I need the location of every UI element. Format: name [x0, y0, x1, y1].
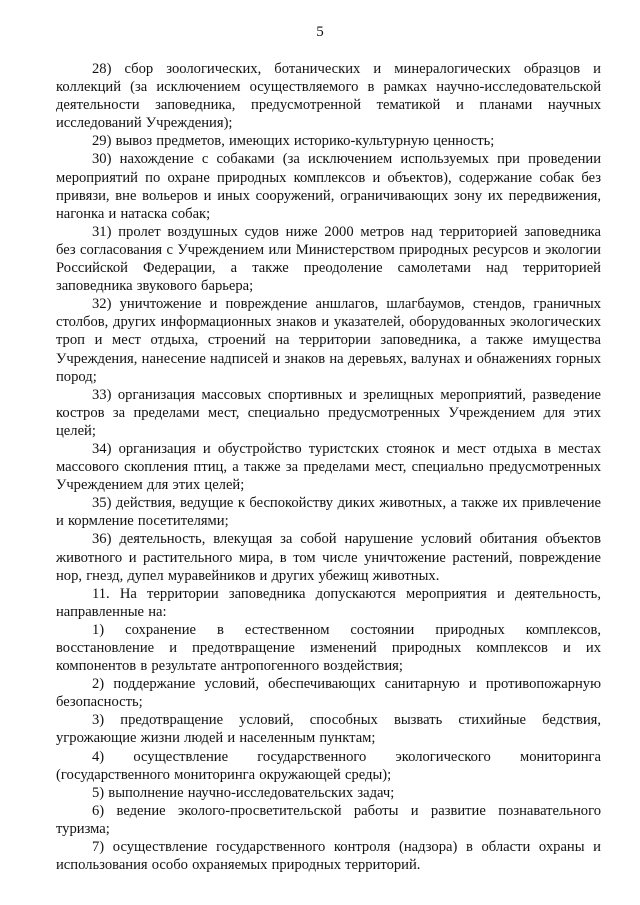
paragraph-item-36: 36) деятельность, влекущая за собой нарушение условий обитания объектов животного и растительного мира, в том числе уничтожение растений, повреждение нор, гнезд, дупел муравейников и других убежищ животных.	[56, 531, 601, 584]
allowed-item-6: 6) ведение эколого-просветительской работы и развитие познавательного туризма;	[56, 802, 601, 837]
allowed-item-5: 5) выполнение научно-исследовательских задач;	[92, 784, 395, 801]
allowed-item-1: 1) сохранение в естественном состоянии природных комплексов, восстановление и предотвращение изменений природных комплексов и их компонентов в результате антропогенного воздействия;	[56, 621, 601, 675]
paragraph-item-35: 35) действия, ведущие к беспокойству диких животных, а также их привлечение и кормление посетителями;	[56, 495, 601, 530]
document-body	[56, 60, 601, 874]
paragraph-item-28: 28) сбор зоологических, ботанических и минералогических образцов и коллекций (за исключением осуществляемого в рамках научно-исследовательской деятельности заповедника, предусмотренной тематикой и планами научных исследований Учреждения);	[56, 61, 601, 132]
paragraph-item-33: 33) организация массовых спортивных и зрелищных мероприятий, разведение костров за пределами мест, специально предусмотренных Учреждением для этих целей;	[56, 386, 601, 439]
allowed-item-4: 4) осуществление государственного экологического мониторинга (государственного мониторинга окружающей среды);	[56, 748, 601, 783]
paragraph-item-32: 32) уничтожение и повреждение аншлагов, шлагбаумов, стендов, граничных столбов, других информационных знаков и указателей, оборудованных экологических троп и мест отдыха, строений на территории заповедника, а также имущества Учреждения, нанесение надписей и знаков на деревьях, валунах и обнажениях горных пород;	[56, 296, 601, 385]
allowed-item-7: 7) осуществление государственного контроля (надзора) в области охраны и использования особо охраняемых природных территорий.	[56, 839, 601, 874]
section-11-intro: 11. На территории заповедника допускаются мероприятия и деятельность, направленные на:	[56, 585, 601, 620]
paragraph-item-29: 29) вывоз предметов, имеющих историко-культурную ценность;	[92, 133, 495, 150]
allowed-item-2: 2) поддержание условий, обеспечивающих санитарную и противопожарную безопасность;	[56, 676, 601, 711]
allowed-item-3: 3) предотвращение условий, способных вызвать стихийные бедствия, угрожающие жизни людей и населенным пунктам;	[56, 712, 601, 747]
paragraph-item-34: 34) организация и обустройство туристских стоянок и мест отдыха в местах массового скопления птиц, а также за пределами мест, специально предусмотренных Учреждением для этих целей;	[56, 440, 601, 494]
paragraph-item-30: 30) нахождение с собаками (за исключением используемых при проведении мероприятий по охране природных комплексов и объектов), содержание собак без привязи, вне вольеров и иных сооружений, ограничивающих зону их передвижения, нагонка и натаска собак;	[56, 151, 601, 222]
page-number: 5	[316, 24, 324, 40]
paragraph-item-31: 31) пролет воздушных судов ниже 2000 метров над территорией заповедника без согласования с Учреждением или Министерством природных ресурсов и экологии Российской Федерации, а также преодоление самолетами над территорией заповедника звукового барьера;	[56, 223, 601, 295]
